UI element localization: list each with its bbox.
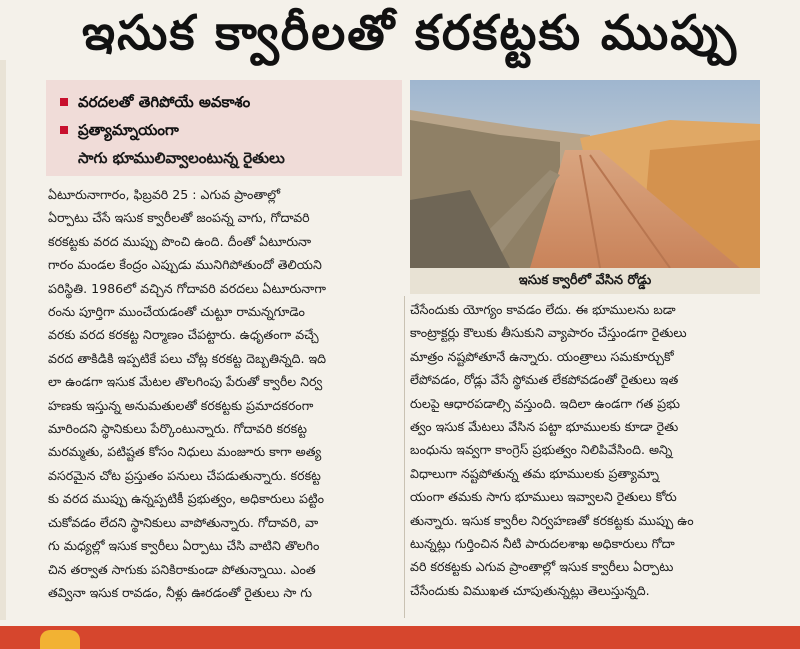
highlight-item bbox=[56, 116, 392, 144]
text-line: పరిస్థితి. 1986లో వచ్చిన గోదావరి వరదలు ఏటూరునాగా bbox=[48, 280, 326, 296]
text-line: కరకట్టకు వరద ముప్పు పొంచి ఉంది. దీంతో ఏటూరునా bbox=[48, 233, 312, 249]
next-article-badge bbox=[40, 630, 80, 649]
text-line: యంగా తమకు సాగు భూములు ఇవ్వాలని రైతులు కోరు bbox=[410, 489, 677, 505]
text-line: మారిందని స్థానికులు పేర్కొంటున్నారు. గోదావరి కరకట్ట bbox=[48, 421, 307, 437]
highlight-text: వరదలతో తెగిపోయే అవకాశం bbox=[78, 93, 251, 111]
text-line: విధాలుగా నష్టపోతున్న తమ భూములకు ప్రత్యామ్నా bbox=[410, 465, 659, 481]
text-line: గారం మండల కేంద్రం ఎప్పుడు మునిగిపోతుందో తెలియని bbox=[48, 257, 322, 273]
text-line: మరమ్మతు, పటిష్టత కోసం నిధులు మంజూరు కాగా అత్య bbox=[48, 444, 322, 460]
article-column-right bbox=[410, 298, 760, 602]
text-line: కాంట్రాక్టర్లు కౌలుకు తీసుకుని వ్యాపారం చేస్తుండగా రైతులు bbox=[410, 325, 687, 341]
text-line: గు మధ్యల్లో ఇసుక క్వారీలు ఏర్పాటు చేసి వాటిని తొలగిం bbox=[48, 538, 320, 554]
highlight-item bbox=[56, 88, 392, 116]
text-line: ఏటూరునాగారం, ఫిబ్రవరి 25 : ఎగువ ప్రాంతాల్లో bbox=[48, 187, 281, 202]
text-line: బంధును ఇవ్వగా కాంగ్రెస్ ప్రభుత్వం నిలిపివేసింది. అన్ని bbox=[410, 442, 673, 458]
highlight-text-continued: సాగు భూములివ్వాలంటున్న రైతులు bbox=[78, 149, 285, 167]
highlight-text: ప్రత్యామ్నాయంగా bbox=[78, 121, 179, 139]
text-line: చేసేందుకు యోగ్యం కావడం లేదు. ఈ భూములను బడా bbox=[410, 302, 676, 317]
text-line: రులపై ఆధారపడాల్సి వస్తుంది. ఇదిలా ఉండగా గత ప్రభు bbox=[410, 395, 680, 411]
text-line: లా ఉండగా ఇసుక మేటల తొలగింపు పేరుతో క్వారీల నిర్వ bbox=[48, 374, 323, 390]
text-line: చుకోవడం లేదని స్థానికులు వాపోతున్నారు. గోదావరి, వా bbox=[48, 514, 319, 530]
text-line: కు వరద ముప్పు ఉన్నప్పటికీ ప్రభుత్వం, అధికారులు పట్టిం bbox=[48, 491, 325, 507]
bullet-icon bbox=[60, 126, 68, 134]
text-line: వసరమైన చోట ప్రస్తుతం పనులు చేపడుతున్నారు. కరకట్ట bbox=[48, 467, 321, 483]
article-column-left bbox=[48, 183, 398, 604]
text-line: టున్నట్లు గుర్తించిన నీటి పారుదలశాఖ అధికారులు గోదా bbox=[410, 536, 675, 552]
page-edge-strip bbox=[0, 60, 6, 620]
text-line: లేపోవడం, రోడ్లు వేసే స్థోమత లేకపోవడంతో రైతులు ఇత bbox=[410, 372, 679, 388]
sand-quarry-road-photo bbox=[410, 80, 760, 268]
next-article-band bbox=[0, 626, 800, 649]
text-line: తవ్వినా ఇసుక రావడం, నీళ్లు ఊరడంతో రైతులు సా గు bbox=[48, 584, 313, 600]
text-line: మాత్రం నష్టపోతూనే ఉన్నారు. యంత్రాలు సమకూర్చుకో bbox=[410, 348, 674, 364]
text-line: తున్నారు. ఇసుక క్వారీల నిర్వహణతో కరకట్టకు ముప్పు ఉం bbox=[410, 512, 694, 528]
text-line: హణకు ఇస్తున్న అనుమతులతో కరకట్టకు ప్రమాదకరంగా bbox=[48, 397, 314, 413]
text-line: వరద తాకిడికి ఇప్పటికే పలు చోట్ల కరకట్ట దెబ్బతిన్నది. ఇది bbox=[48, 350, 327, 366]
text-line: త్వం ఇసుక మేటలు వేసిన పట్టా భూములకు కూడా రైతు bbox=[410, 419, 679, 435]
photo-caption: ఇసుక క్వారీలో వేసిన రోడ్డు bbox=[410, 268, 760, 294]
text-line: ఏర్పాటు చేసే ఇసుక క్వారీలతో జంపన్న వాగు, గోదావరి bbox=[48, 210, 310, 226]
headline: ఇసుక క్వారీలతో కరకట్టకు ముప్పు bbox=[82, 6, 738, 61]
text-line: వరి కరకట్టకు ఎగువ ప్రాంతాల్లో ఇసుక క్వారీలు ఏర్పాటు bbox=[410, 559, 674, 575]
text-line: చేసేందుకు విముఖత చూపుతున్నట్లు తెలుస్తున్నది. bbox=[410, 582, 650, 598]
text-line: చిన తర్వాత సాగుకు పనికిరాకుండా పోతున్నాయి. ఎంత bbox=[48, 561, 316, 577]
highlights-box bbox=[46, 80, 402, 176]
text-line: వరకు వరద కరకట్ట నిర్మాణం చేపట్టారు. ఉధృతంగా వచ్చే bbox=[48, 327, 319, 343]
column-divider bbox=[404, 296, 405, 618]
bullet-icon bbox=[60, 98, 68, 106]
text-line: రంను పూర్తిగా ముంచేయడంతో చుట్టూ రామన్నగూడెం bbox=[48, 304, 305, 320]
